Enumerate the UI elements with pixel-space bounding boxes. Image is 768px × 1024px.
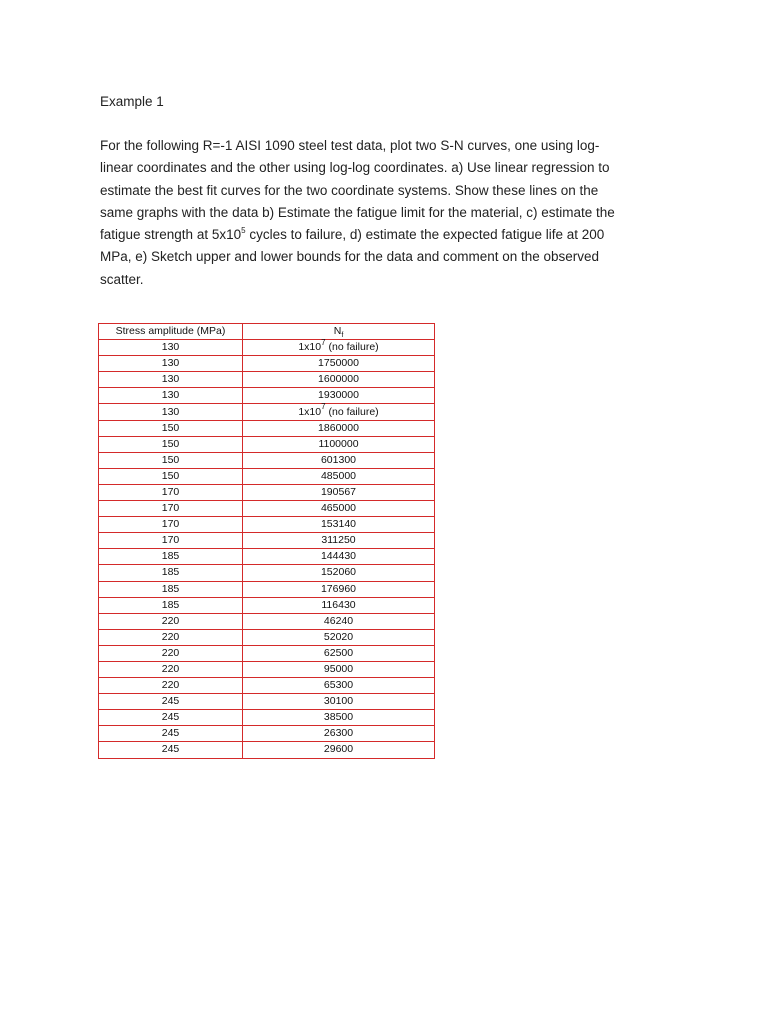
stress-amplitude-cell: 220 xyxy=(99,678,243,694)
table-row xyxy=(99,340,435,356)
cycles-to-failure-cell xyxy=(243,581,435,597)
table-row xyxy=(99,517,435,533)
cycles-to-failure-cell xyxy=(243,661,435,677)
cycles-to-failure-cell xyxy=(243,549,435,565)
cycles-value: 152060 xyxy=(320,566,357,579)
cycles-value: 1930000 xyxy=(318,389,359,402)
stress-amplitude-cell: 130 xyxy=(99,340,243,356)
cycles-to-failure-cell xyxy=(243,484,435,500)
stress-amplitude-cell: 130 xyxy=(99,356,243,372)
table-row xyxy=(99,501,435,517)
cycles-to-failure-cell xyxy=(243,565,435,581)
cycles-value: 1860000 xyxy=(318,421,359,434)
exponent-superscript: 5 xyxy=(241,225,246,235)
table-header-row xyxy=(99,324,435,340)
cycles-value: 485000 xyxy=(320,469,357,482)
table-row xyxy=(99,388,435,404)
cycles-value: 95000 xyxy=(323,663,354,676)
table-row xyxy=(99,645,435,661)
cycles-value: 601300 xyxy=(320,453,357,466)
stress-amplitude-cell: 245 xyxy=(99,726,243,742)
cycles-value: 38500 xyxy=(323,711,354,724)
cycles-value: 30100 xyxy=(323,695,354,708)
problem-line-5 xyxy=(100,224,645,246)
cycles-value: 62500 xyxy=(323,646,354,659)
cycles-to-failure-cell xyxy=(243,742,435,758)
table-row xyxy=(99,549,435,565)
stress-amplitude-cell: 130 xyxy=(99,372,243,388)
stress-amplitude-cell: 220 xyxy=(99,613,243,629)
table-row xyxy=(99,565,435,581)
table-body xyxy=(99,337,435,758)
cycles-value: 190567 xyxy=(320,485,357,498)
stress-amplitude-cell: 170 xyxy=(99,484,243,500)
cycles-to-failure-cell xyxy=(243,501,435,517)
cycles-to-failure-cell xyxy=(243,452,435,468)
problem-statement xyxy=(100,135,645,291)
table-row xyxy=(99,678,435,694)
cycles-to-failure-cell xyxy=(243,388,435,404)
stress-amplitude-cell: 185 xyxy=(99,597,243,613)
cycles-to-failure-cell xyxy=(243,694,435,710)
fatigue-data-table xyxy=(98,323,435,759)
stress-amplitude-header: Stress amplitude (MPa) xyxy=(99,324,243,340)
table-row xyxy=(99,597,435,613)
cycles-value: 1750000 xyxy=(318,357,359,370)
table-row xyxy=(99,533,435,549)
cycles-value: 144430 xyxy=(320,550,357,563)
cycles-value: 52020 xyxy=(323,630,354,643)
stress-amplitude-cell: 220 xyxy=(99,661,243,677)
table-row xyxy=(99,468,435,484)
problem-line-5-start: fatigue strength at 5x10 xyxy=(100,227,242,243)
stress-amplitude-cell: 245 xyxy=(99,742,243,758)
cycles-exponent: 7 xyxy=(321,402,326,412)
table-row xyxy=(99,629,435,645)
cycles-to-failure-cell xyxy=(243,337,435,356)
cycles-to-failure-cell xyxy=(243,533,435,549)
stress-amplitude-cell: 150 xyxy=(99,436,243,452)
cycles-value: 1100000 xyxy=(318,437,359,450)
stress-amplitude-cell: 245 xyxy=(99,710,243,726)
cycles-note: (no failure) xyxy=(325,341,379,354)
cycles-to-failure-cell xyxy=(243,645,435,661)
table-row xyxy=(99,742,435,758)
table-row xyxy=(99,694,435,710)
cycles-value: 465000 xyxy=(320,502,357,515)
cycles-value: 26300 xyxy=(323,727,354,740)
cycles-value: 176960 xyxy=(320,582,357,595)
cycles-value: 1x10 xyxy=(298,405,322,418)
problem-line-3: estimate the best fit curves for the two coordinate systems. Show these lines on the xyxy=(100,182,599,198)
stress-amplitude-cell: 185 xyxy=(99,549,243,565)
problem-line-1: For the following R=-1 AISI 1090 steel test data, plot two S-N curves, one using log- xyxy=(100,138,600,153)
cycles-to-failure-cell xyxy=(243,629,435,645)
cycles-value: 65300 xyxy=(323,679,354,692)
cycles-value: 1600000 xyxy=(318,373,359,386)
cycles-value: 29600 xyxy=(323,743,354,756)
cycles-to-failure-cell xyxy=(243,517,435,533)
table-row xyxy=(99,661,435,677)
cycles-to-failure-cell xyxy=(243,613,435,629)
table-row xyxy=(99,613,435,629)
cycles-to-failure-cell xyxy=(243,726,435,742)
cycles-value: 116430 xyxy=(321,598,356,611)
cycles-to-failure-cell xyxy=(243,356,435,372)
stress-amplitude-cell: 220 xyxy=(99,645,243,661)
table-row xyxy=(99,436,435,452)
cycles-value: 1x10 xyxy=(298,341,322,354)
cycles-to-failure-cell xyxy=(243,372,435,388)
cycles-to-failure-cell xyxy=(243,436,435,452)
problem-line-6: MPa, e) Sketch upper and lower bounds for the data and comment on the observed xyxy=(100,249,600,265)
cycles-to-failure-cell xyxy=(243,710,435,726)
example-heading: Example 1 xyxy=(100,94,164,109)
cycles-value: 153140 xyxy=(320,518,357,531)
cycles-value: 46240 xyxy=(323,614,354,627)
cycles-to-failure-header xyxy=(243,324,435,340)
stress-amplitude-cell: 185 xyxy=(99,581,243,597)
stress-amplitude-cell: 245 xyxy=(99,694,243,710)
cycles-to-failure-cell xyxy=(243,404,435,420)
cycles-to-failure-cell xyxy=(243,678,435,694)
table-row xyxy=(99,452,435,468)
stress-amplitude-cell: 150 xyxy=(99,420,243,436)
stress-amplitude-cell: 130 xyxy=(99,388,243,404)
cycles-to-failure-cell xyxy=(243,468,435,484)
cycles-to-failure-cell xyxy=(243,597,435,613)
table-row xyxy=(99,420,435,436)
stress-amplitude-cell: 220 xyxy=(99,629,243,645)
table-row xyxy=(99,710,435,726)
stress-amplitude-cell: 170 xyxy=(99,501,243,517)
table-row xyxy=(99,484,435,500)
table-row xyxy=(99,726,435,742)
problem-line-5-end: cycles to failure, d) estimate the expected fatigue life at 200 xyxy=(245,227,605,243)
cycles-value: 311250 xyxy=(321,534,356,547)
stress-amplitude-cell: 170 xyxy=(99,533,243,549)
stress-amplitude-cell: 130 xyxy=(99,404,243,420)
problem-line-4: same graphs with the data b) Estimate the fatigue limit for the material, c) estimate the xyxy=(100,204,615,220)
cycles-exponent: 7 xyxy=(321,337,326,347)
table-row xyxy=(99,372,435,388)
table-row xyxy=(99,581,435,597)
table-row xyxy=(99,356,435,372)
stress-amplitude-cell: 150 xyxy=(99,468,243,484)
problem-line-2: linear coordinates and the other using log-log coordinates. a) Use linear regression to xyxy=(100,160,610,176)
stress-amplitude-cell: 170 xyxy=(99,517,243,533)
nf-header-subscript: f xyxy=(341,332,344,340)
cycles-note: (no failure) xyxy=(325,405,379,418)
table-row xyxy=(99,404,435,420)
stress-amplitude-cell: 185 xyxy=(99,565,243,581)
stress-amplitude-cell: 150 xyxy=(99,452,243,468)
nf-header-base: N xyxy=(333,325,342,338)
cycles-to-failure-cell xyxy=(243,420,435,436)
problem-line-7: scatter. xyxy=(100,271,144,287)
